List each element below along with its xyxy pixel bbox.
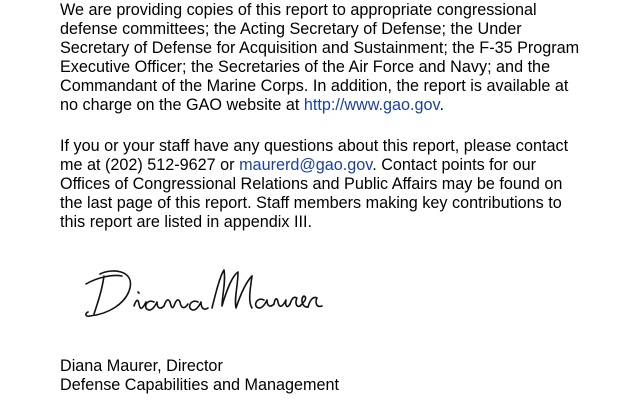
distribution-paragraph [60,1,605,115]
paragraph-line: If you or your staff have any questions about this report, please contact [60,137,569,155]
paragraph-line: this report are listed in appendix III. [60,213,312,231]
paragraph-line [60,96,605,115]
paragraph-line: We are providing copies of this report to appropriate congressional [60,1,537,19]
line-text: me at (202) 512-9627 or [60,156,240,174]
contact-paragraph [60,137,605,232]
paragraph-line: Offices of Congressional Relations and Public Affairs may be found on [60,175,563,193]
line-text: no charge on the GAO website at [60,96,304,114]
paragraph-line: the last page of this report. Staff members making key contributions to [60,194,562,212]
line-text: . [439,96,444,114]
signatory-name: Diana Maurer, Director [60,357,223,375]
gao-website-link[interactable]: http://www.gao.gov [303,96,440,114]
paragraph-line: Commandant of the Marine Corps. In addition, the report is available at [60,77,569,95]
handwritten-signature [82,262,332,332]
paragraph-line [60,156,605,175]
signatory-office: Defense Capabilities and Management [60,376,339,394]
signature-block [60,357,339,395]
line-text: . Contact points for our [372,156,536,174]
paragraph-line: Secretary of Defense for Acquisition and Sustainment; the F-35 Program [60,39,580,57]
paragraph-line: defense committees; the Acting Secretary of Defense; the Under [60,20,522,38]
paragraph-line: Executive Officer; the Secretaries of the Air Force and Navy; and the [60,58,551,76]
email-link[interactable]: maurerd@gao.gov [239,156,373,174]
